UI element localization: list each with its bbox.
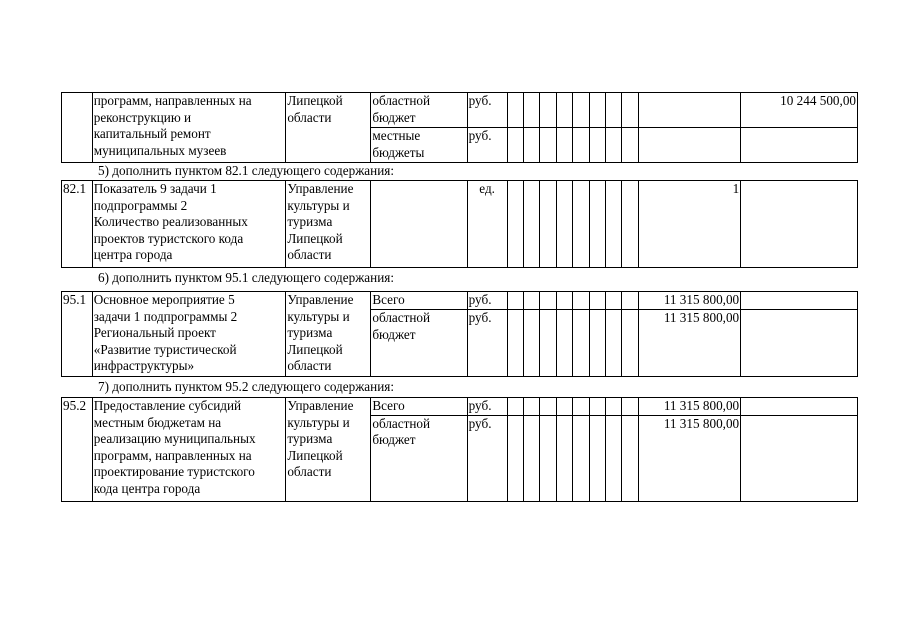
value-cell: 10 244 500,00: [741, 93, 858, 128]
empty-cell: [507, 310, 523, 377]
empty-cell: [507, 181, 523, 268]
empty-cell: [556, 128, 572, 163]
empty-cell: [573, 292, 589, 310]
caption-item-82-1: 5) дополнить пунктом 82.1 следующего содержания:: [98, 163, 395, 178]
empty-cell: [507, 415, 523, 501]
empty-cell: [523, 93, 539, 128]
value-cell: 11 315 800,00: [638, 292, 740, 310]
empty-cell: [605, 310, 621, 377]
name-cell: Основное мероприятие 5 задачи 1 подпрограммы 2 Региональный проект «Развитие туристической инфраструктуры»: [92, 292, 286, 377]
value-cell: 11 315 800,00: [638, 310, 740, 377]
value-cell: 11 315 800,00: [638, 415, 740, 501]
source-cell: Всего: [371, 398, 467, 416]
empty-cell: [741, 415, 858, 501]
empty-cell: [556, 398, 572, 416]
table-item-95-1: [61, 291, 858, 377]
empty-cell: [540, 398, 556, 416]
unit-cell: руб.: [467, 398, 507, 416]
table-top-continuation: [61, 92, 858, 163]
num-cell: 95.1: [62, 292, 93, 377]
name-cell: программ, направленных на реконструкцию и капитальный ремонт муниципальных музеев: [92, 93, 286, 163]
empty-cell: [540, 181, 556, 268]
empty-cell: [622, 415, 638, 501]
empty-cell: [556, 181, 572, 268]
table-item-82-1: [61, 180, 858, 268]
unit-cell: руб.: [467, 292, 507, 310]
source-cell: [371, 181, 467, 268]
unit-cell: руб.: [467, 415, 507, 501]
table-row: [62, 181, 858, 268]
unit-cell: руб.: [467, 128, 507, 163]
table-row: [62, 398, 858, 416]
empty-cell: [741, 181, 858, 268]
table-row: [62, 93, 858, 128]
num-cell: 95.2: [62, 398, 93, 502]
empty-cell: [589, 292, 605, 310]
executor-cell: Липецкой области: [286, 93, 371, 163]
table-item-95-2: [61, 397, 858, 502]
empty-cell: [540, 93, 556, 128]
empty-cell: [589, 310, 605, 377]
empty-cell: [589, 398, 605, 416]
empty-cell: [605, 398, 621, 416]
empty-cell: [622, 93, 638, 128]
executor-cell: Управление культуры и туризма Липецкой области: [286, 181, 371, 268]
executor-cell: Управление культуры и туризма Липецкой области: [286, 292, 371, 377]
empty-cell: [540, 310, 556, 377]
value-cell: [741, 128, 858, 163]
empty-cell: [507, 398, 523, 416]
source-cell: областной бюджет: [371, 93, 467, 128]
caption-item-95-2: 7) дополнить пунктом 95.2 следующего содержания:: [98, 379, 395, 394]
empty-cell: [523, 292, 539, 310]
value-cell: 1: [638, 181, 740, 268]
empty-cell: [589, 415, 605, 501]
source-cell: Всего: [371, 292, 467, 310]
empty-cell: [573, 181, 589, 268]
empty-cell: [556, 310, 572, 377]
empty-cell: [622, 128, 638, 163]
source-cell: областной бюджет: [371, 310, 467, 377]
empty-cell: [523, 310, 539, 377]
num-cell: 82.1: [62, 181, 93, 268]
caption-item-95-1: 6) дополнить пунктом 95.1 следующего содержания:: [98, 270, 395, 285]
executor-cell: Управление культуры и туризма Липецкой области: [286, 398, 371, 502]
name-cell: Предоставление субсидий местным бюджетам на реализацию муниципальных программ, направленных на проектирование туристского кода центра города: [92, 398, 286, 502]
empty-cell: [605, 181, 621, 268]
value-cell: 11 315 800,00: [638, 398, 740, 416]
empty-cell: [573, 310, 589, 377]
empty-cell: [741, 292, 858, 310]
empty-cell: [605, 292, 621, 310]
empty-cell: [523, 181, 539, 268]
empty-cell: [540, 292, 556, 310]
source-cell: областной бюджет: [371, 415, 467, 501]
empty-cell: [507, 93, 523, 128]
empty-cell: [622, 181, 638, 268]
num-cell: [62, 93, 93, 163]
empty-cell: [556, 415, 572, 501]
empty-cell: [741, 398, 858, 416]
empty-cell: [507, 292, 523, 310]
empty-cell: [573, 415, 589, 501]
unit-cell: руб.: [467, 310, 507, 377]
name-cell: Показатель 9 задачи 1 подпрограммы 2 Количество реализованных проектов туристского кода центра города: [92, 181, 286, 268]
empty-cell: [507, 128, 523, 163]
empty-cell: [622, 398, 638, 416]
empty-cell: [605, 415, 621, 501]
empty-cell: [573, 93, 589, 128]
empty-cell: [741, 310, 858, 377]
empty-cell: [605, 93, 621, 128]
unit-cell: руб.: [467, 93, 507, 128]
empty-cell: [523, 128, 539, 163]
empty-cell: [523, 398, 539, 416]
empty-cell: [638, 128, 740, 163]
empty-cell: [638, 93, 740, 128]
empty-cell: [589, 128, 605, 163]
empty-cell: [573, 398, 589, 416]
empty-cell: [622, 310, 638, 377]
unit-cell: ед.: [467, 181, 507, 268]
source-cell: местные бюджеты: [371, 128, 467, 163]
empty-cell: [540, 128, 556, 163]
table-row: [62, 292, 858, 310]
empty-cell: [556, 93, 572, 128]
empty-cell: [622, 292, 638, 310]
empty-cell: [589, 93, 605, 128]
empty-cell: [540, 415, 556, 501]
empty-cell: [556, 292, 572, 310]
empty-cell: [573, 128, 589, 163]
empty-cell: [605, 128, 621, 163]
empty-cell: [523, 415, 539, 501]
empty-cell: [589, 181, 605, 268]
